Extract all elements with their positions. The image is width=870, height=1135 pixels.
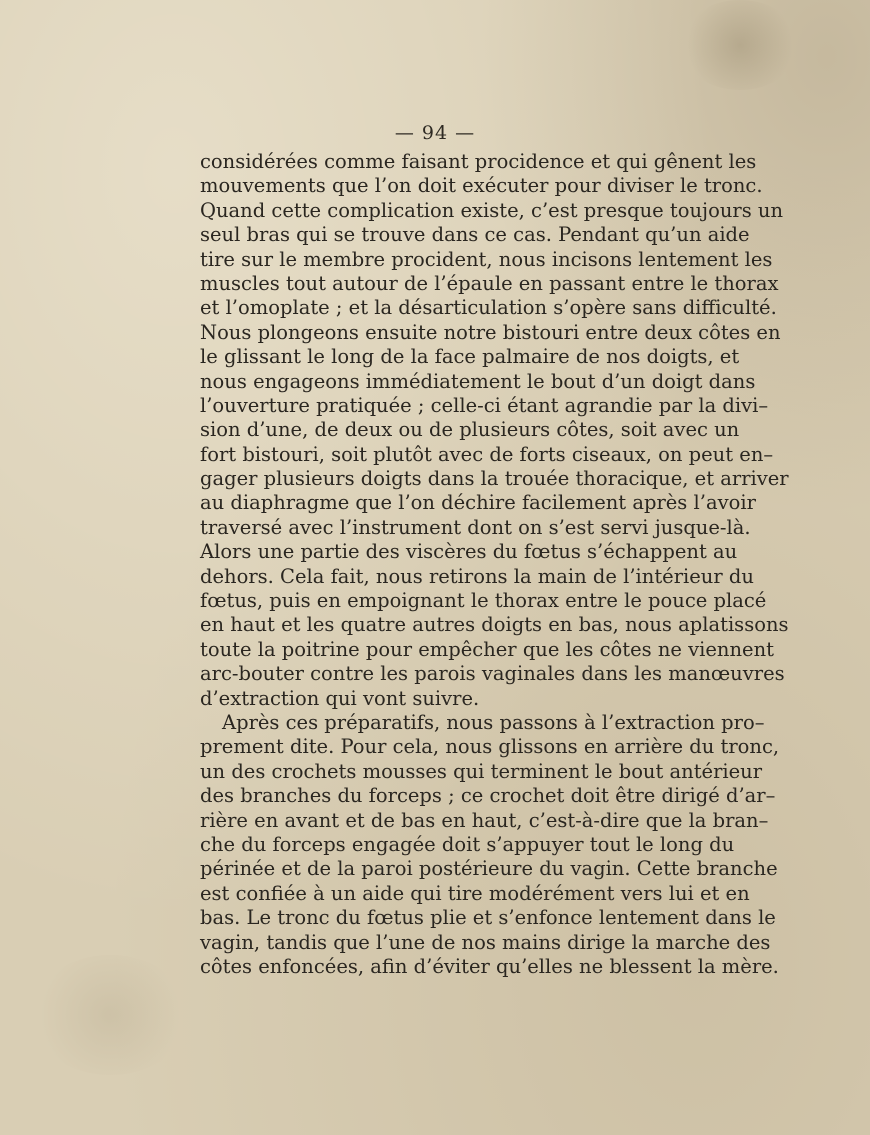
text-line: muscles tout autour de l’épaule en passant entre le thorax xyxy=(200,271,779,295)
text-line: seul bras qui se trouve dans ce cas. Pendant qu’un aide xyxy=(200,223,750,247)
text-line: périnée et de la paroi postérieure du vagin. Cette branche xyxy=(200,857,778,881)
text-line: un des crochets mousses qui terminent le bout antérieur xyxy=(200,759,763,783)
text-line: vagin, tandis que l’une de nos mains dirige la marche des xyxy=(200,930,771,954)
text-line: l’ouverture pratiquée ; celle-ci étant agrandie par la divi– xyxy=(200,393,769,417)
body-text xyxy=(200,150,789,979)
text-line: nous engageons immédiatement le bout d’un doigt dans xyxy=(200,369,756,393)
text-line: dehors. Cela fait, nous retirons la main de l’intérieur du xyxy=(200,564,754,588)
text-line: considérées comme faisant procidence et qui gênent les xyxy=(200,150,757,173)
page-number: — 94 — xyxy=(394,122,476,144)
text-line: des branches du forceps ; ce crochet doit être dirigé d’ar– xyxy=(200,784,776,808)
text-line: Alors une partie des viscères du fœtus s’échappent au xyxy=(200,540,738,564)
text-line: d’extraction qui vont suivre. xyxy=(200,686,480,710)
text-line: sion d’une, de deux ou de plusieurs côtes, soit avec un xyxy=(200,418,740,442)
text-line: fort bistouri, soit plutôt avec de forts ciseaux, on peut en– xyxy=(200,442,774,466)
text-line: et l’omoplate ; et la désarticulation s’opère sans difficulté. xyxy=(200,296,777,320)
text-line: tire sur le membre procident, nous incisons lentement les xyxy=(200,247,773,271)
text-line: au diaphragme que l’on déchire facilement après l’avoir xyxy=(200,491,756,515)
paper-stain-bottom-left xyxy=(30,955,190,1075)
text-line: Nous plongeons ensuite notre bistouri entre deux côtes en xyxy=(200,320,781,344)
text-line: toute la poitrine pour empêcher que les côtes ne viennent xyxy=(200,637,774,661)
text-line: le glissant le long de la face palmaire de nos doigts, et xyxy=(200,345,740,369)
text-line: rière en avant et de bas en haut, c’est-à-dire que la bran– xyxy=(200,808,769,832)
text-line: arc-bouter contre les parois vaginales dans les manœuvres xyxy=(200,662,785,686)
paper-stain-top-right xyxy=(680,0,800,90)
text-line: en haut et les quatre autres doigts en bas, nous aplatissons xyxy=(200,613,789,637)
text-line: gager plusieurs doigts dans la trouée thoracique, et arriver xyxy=(200,467,789,491)
text-line: prement dite. Pour cela, nous glissons en arrière du tronc, xyxy=(200,735,780,759)
text-line: Quand cette complication existe, c’est presque toujours un xyxy=(200,198,784,222)
text-line: mouvements que l’on doit exécuter pour diviser le tronc. xyxy=(200,174,763,198)
text-line: bas. Le tronc du fœtus plie et s’enfonce lentement dans le xyxy=(200,906,776,930)
text-line: che du forceps engagée doit s’appuyer tout le long du xyxy=(200,832,735,856)
text-line: est confiée à un aide qui tire modérément vers lui et en xyxy=(200,881,750,905)
text-line: Après ces préparatifs, nous passons à l’extraction pro– xyxy=(222,710,765,734)
text-line: traversé avec l’instrument dont on s’est servi jusque-là. xyxy=(200,515,751,539)
text-line: fœtus, puis en empoignant le thorax entre le pouce placé xyxy=(200,589,767,613)
text-line: côtes enfoncées, afin d’éviter qu’elles ne blessent la mère. xyxy=(200,954,779,978)
